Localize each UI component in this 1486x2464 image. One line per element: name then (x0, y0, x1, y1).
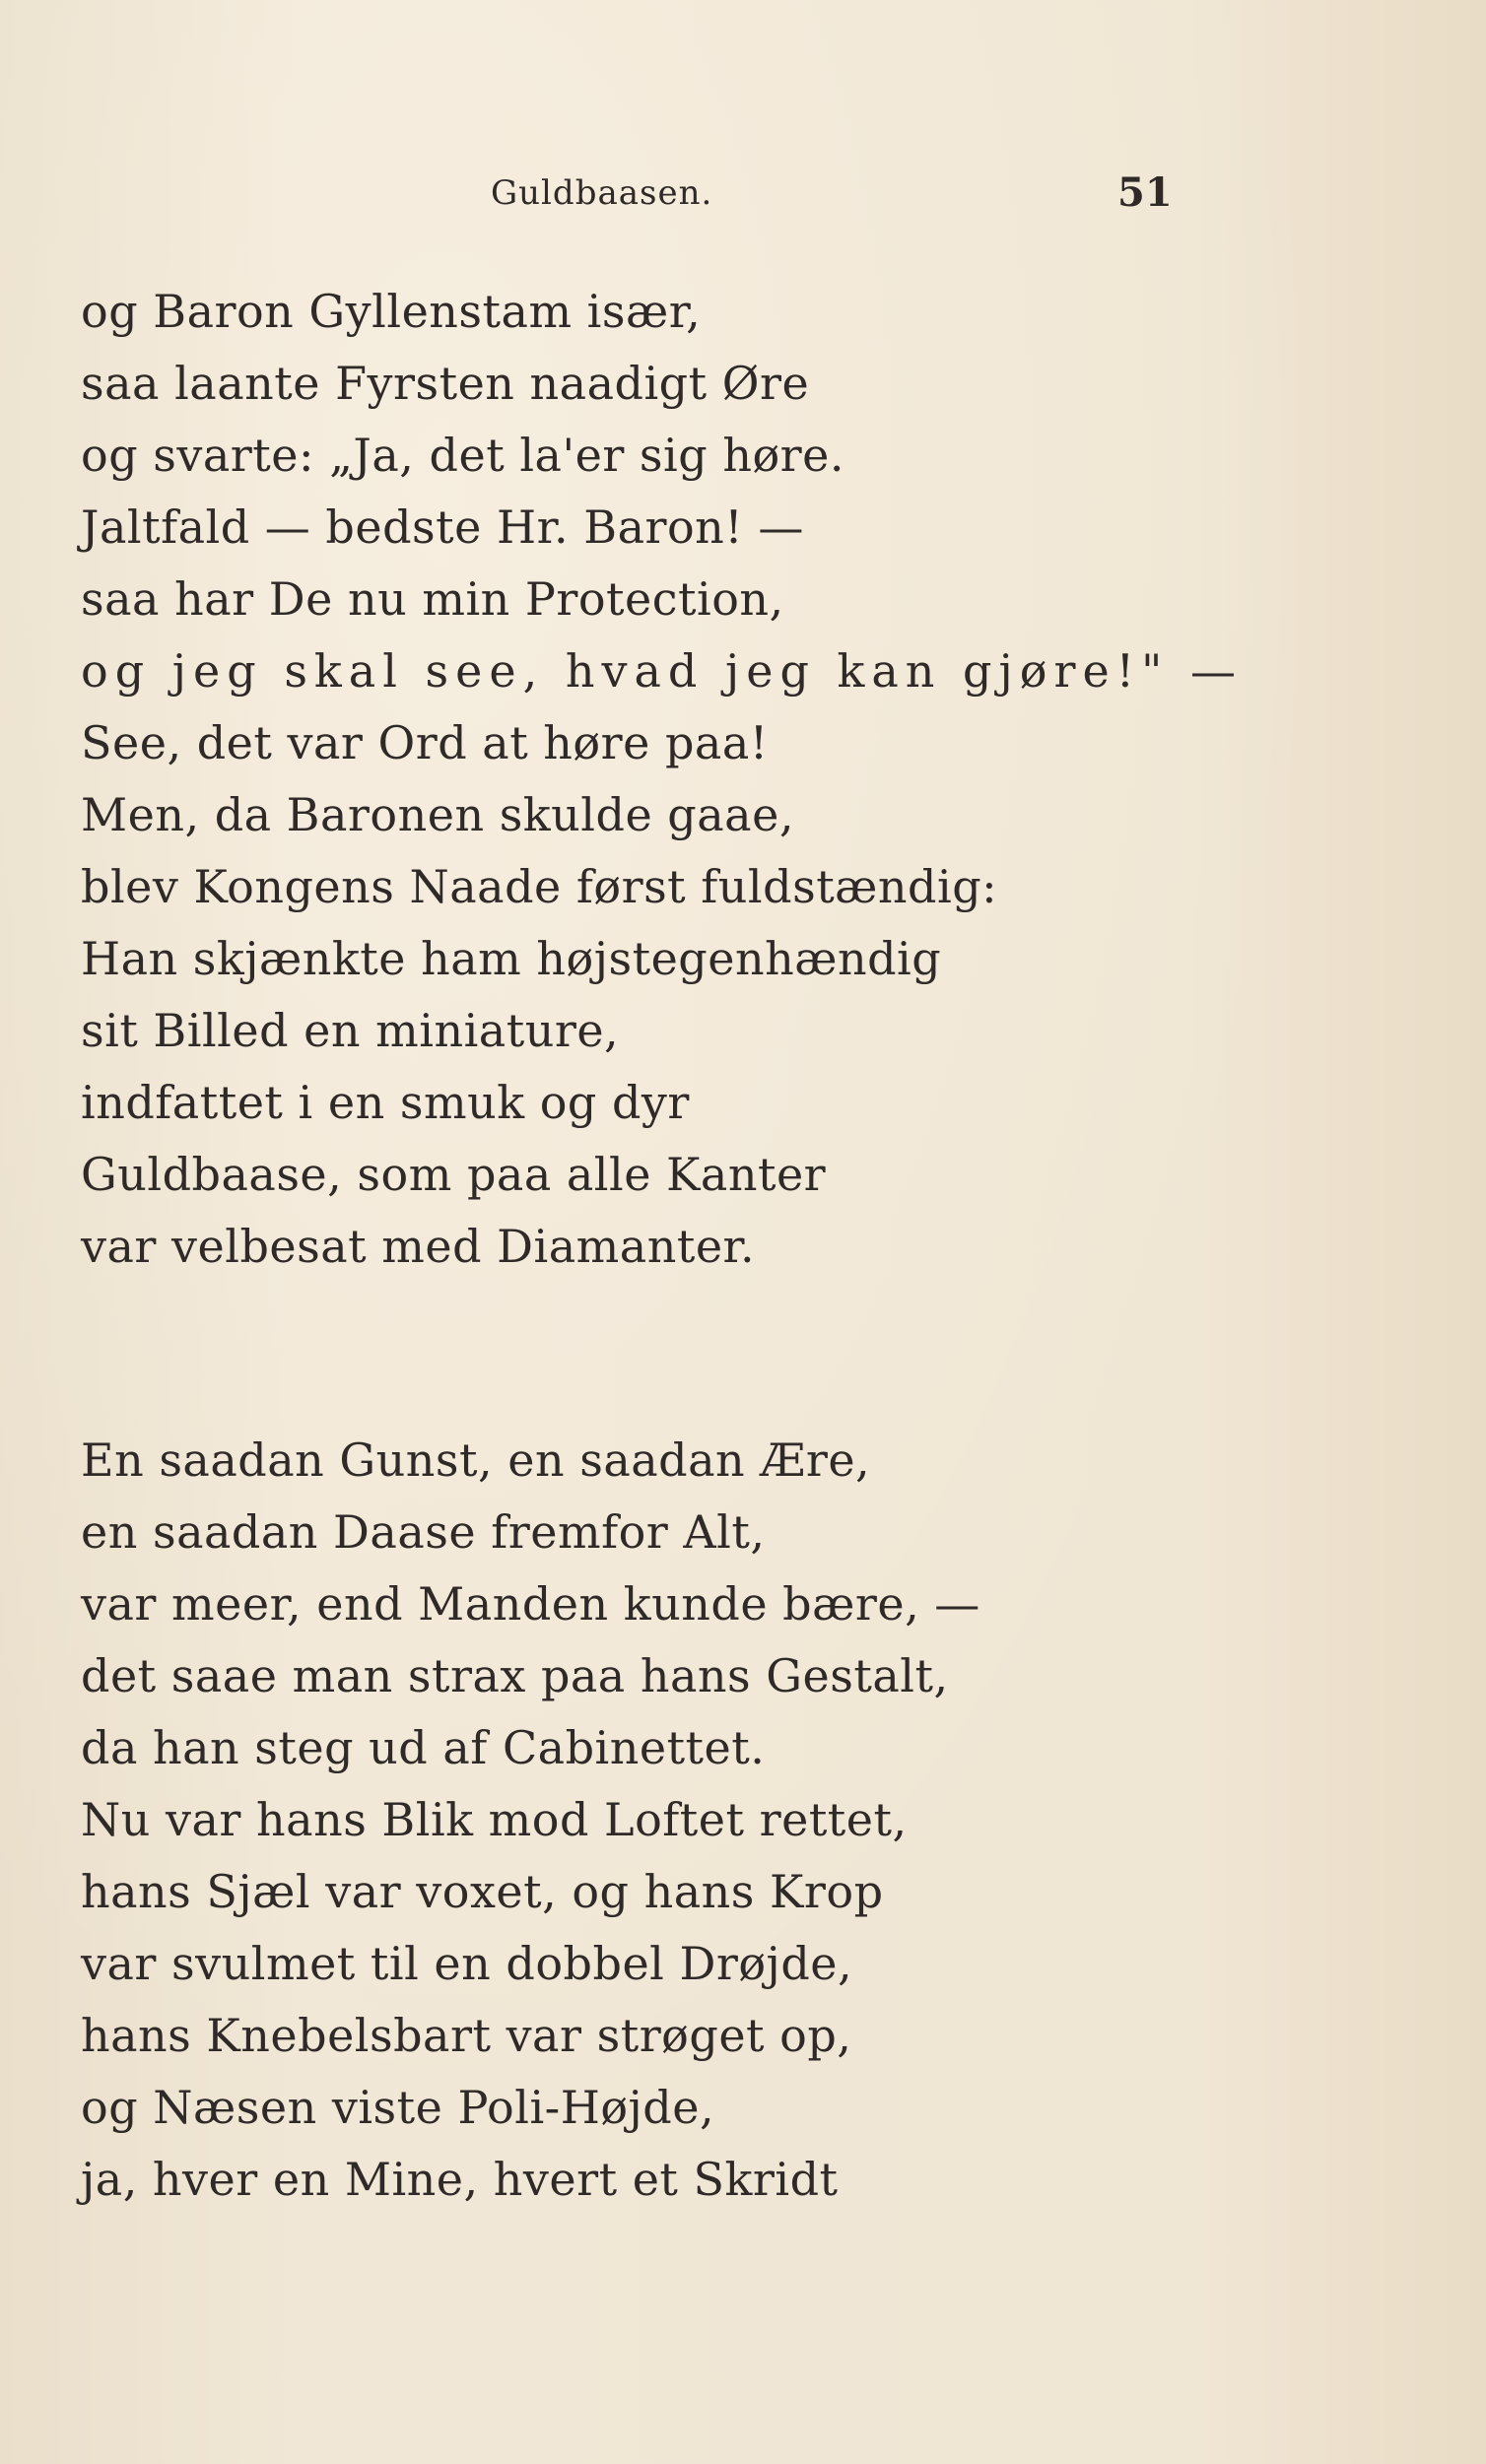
verse-line: og jeg skal see, hvad jeg kan gjøre!" — (81, 644, 1243, 698)
verse-line: saa laante Fyrsten naadigt Øre (81, 357, 810, 410)
stanza-1 (81, 276, 1244, 1283)
running-title: Guldbaasen. (491, 173, 713, 213)
verse-line: var velbesat med Diamanter. (81, 1220, 756, 1273)
verse-line: en saadan Daase fremfor Alt, (81, 1505, 766, 1559)
verse-line: En saadan Gunst, en saadan Ære, (81, 1433, 871, 1487)
verse-line: og Næsen viste Poli-Højde, (81, 2081, 715, 2134)
verse-line: ja, hver en Mine, hvert et Skridt (81, 2153, 839, 2206)
verse-line: og svarte: „Ja, det la'er sig høre. (81, 429, 844, 482)
verse-line: saa har De nu min Protection, (81, 572, 784, 626)
verse-line: hans Knebelsbart var strøget op, (81, 2009, 852, 2062)
verse-line: Jaltfald — bedste Hr. Baron! — (81, 500, 804, 554)
page-number: 51 (1117, 169, 1173, 216)
verse-line: See, det var Ord at høre paa! (81, 716, 769, 769)
running-head (0, 169, 1486, 223)
verse-line: blev Kongens Naade først fuldstændig: (81, 860, 998, 913)
verse-line: da han steg ud af Cabinettet. (81, 1721, 766, 1774)
verse-line: Nu var hans Blik mod Loftet rettet, (81, 1793, 908, 1846)
verse-line: Men, da Baronen skulde gaae, (81, 788, 794, 841)
verse-line: og Baron Gyllenstam især, (81, 285, 702, 338)
verse-line: det saae man strax paa hans Gestalt, (81, 1649, 949, 1702)
verse-line: Guldbaase, som paa alle Kanter (81, 1148, 827, 1201)
verse-line: var meer, end Manden kunde bære, — (81, 1577, 980, 1631)
verse-line: var svulmet til en dobbel Drøjde, (81, 1937, 853, 1990)
verse-line: sit Billed en miniature, (81, 1004, 620, 1057)
verse-line: hans Sjæl var voxet, og hans Krop (81, 1865, 884, 1918)
stanza-2 (81, 1425, 1244, 2216)
verse-line: Han skjænkte ham højstegenhændig (81, 932, 942, 985)
verse-line: indfattet i en smuk og dyr (81, 1076, 690, 1129)
